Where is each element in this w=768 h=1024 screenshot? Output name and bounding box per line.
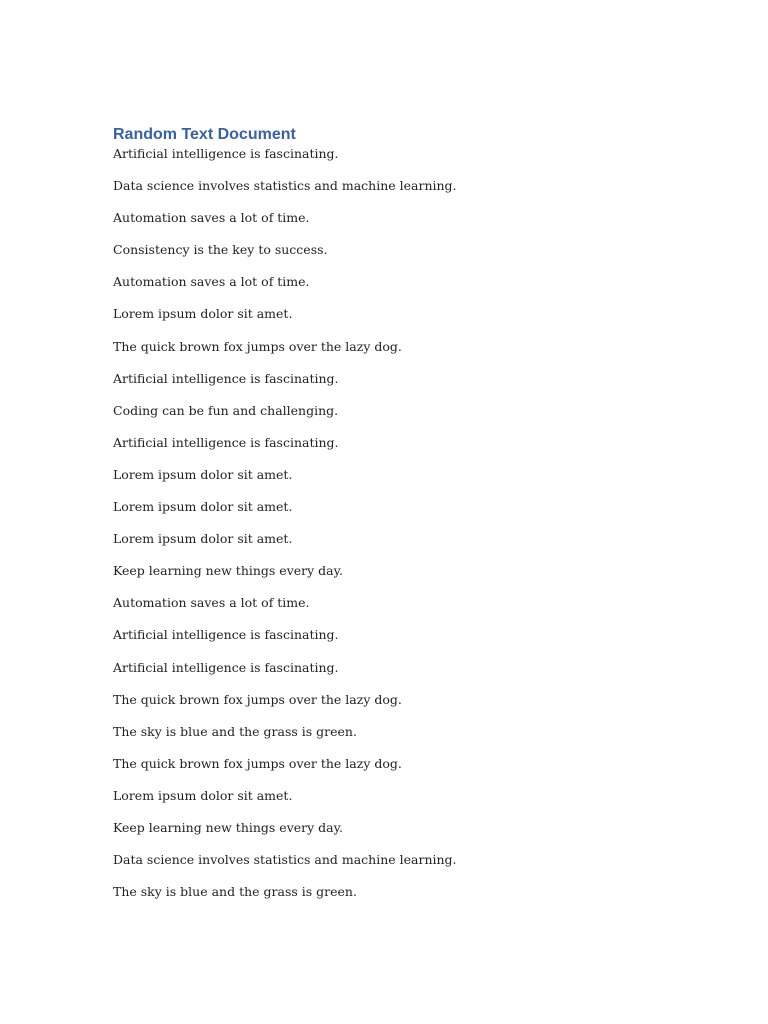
paragraph: Lorem ipsum dolor sit amet.: [113, 306, 293, 322]
paragraph: Consistency is the key to success.: [113, 242, 328, 258]
paragraph: Automation saves a lot of time.: [113, 210, 310, 226]
paragraph: Artificial intelligence is fascinating.: [113, 370, 339, 386]
paragraph: The quick brown fox jumps over the lazy dog.: [113, 338, 402, 354]
paragraph: Lorem ipsum dolor sit amet.: [113, 531, 293, 547]
document-title: Random Text Document: [113, 126, 296, 143]
paragraph: Lorem ipsum dolor sit amet.: [113, 499, 293, 515]
paragraph: Lorem ipsum dolor sit amet.: [113, 787, 293, 803]
paragraph-list: [113, 146, 673, 900]
paragraph: Automation saves a lot of time.: [113, 274, 310, 290]
paragraph: The sky is blue and the grass is green.: [113, 723, 357, 739]
paragraph: Lorem ipsum dolor sit amet.: [113, 466, 293, 482]
paragraph: Coding can be fun and challenging.: [113, 402, 339, 418]
paragraph: Artificial intelligence is fascinating.: [113, 659, 339, 675]
paragraph: The quick brown fox jumps over the lazy dog.: [113, 755, 402, 771]
paragraph: The sky is blue and the grass is green.: [113, 884, 357, 900]
paragraph: Keep learning new things every day.: [113, 819, 343, 835]
paragraph: Artificial intelligence is fascinating.: [113, 146, 339, 161]
paragraph: Data science involves statistics and machine learning.: [113, 852, 457, 868]
paragraph: Artificial intelligence is fascinating.: [113, 434, 339, 450]
paragraph: Keep learning new things every day.: [113, 563, 343, 579]
paragraph: The quick brown fox jumps over the lazy dog.: [113, 691, 402, 707]
paragraph: Automation saves a lot of time.: [113, 595, 310, 611]
paragraph: Artificial intelligence is fascinating.: [113, 627, 339, 643]
document-body: [113, 124, 673, 916]
paragraph: Data science involves statistics and machine learning.: [113, 178, 457, 194]
